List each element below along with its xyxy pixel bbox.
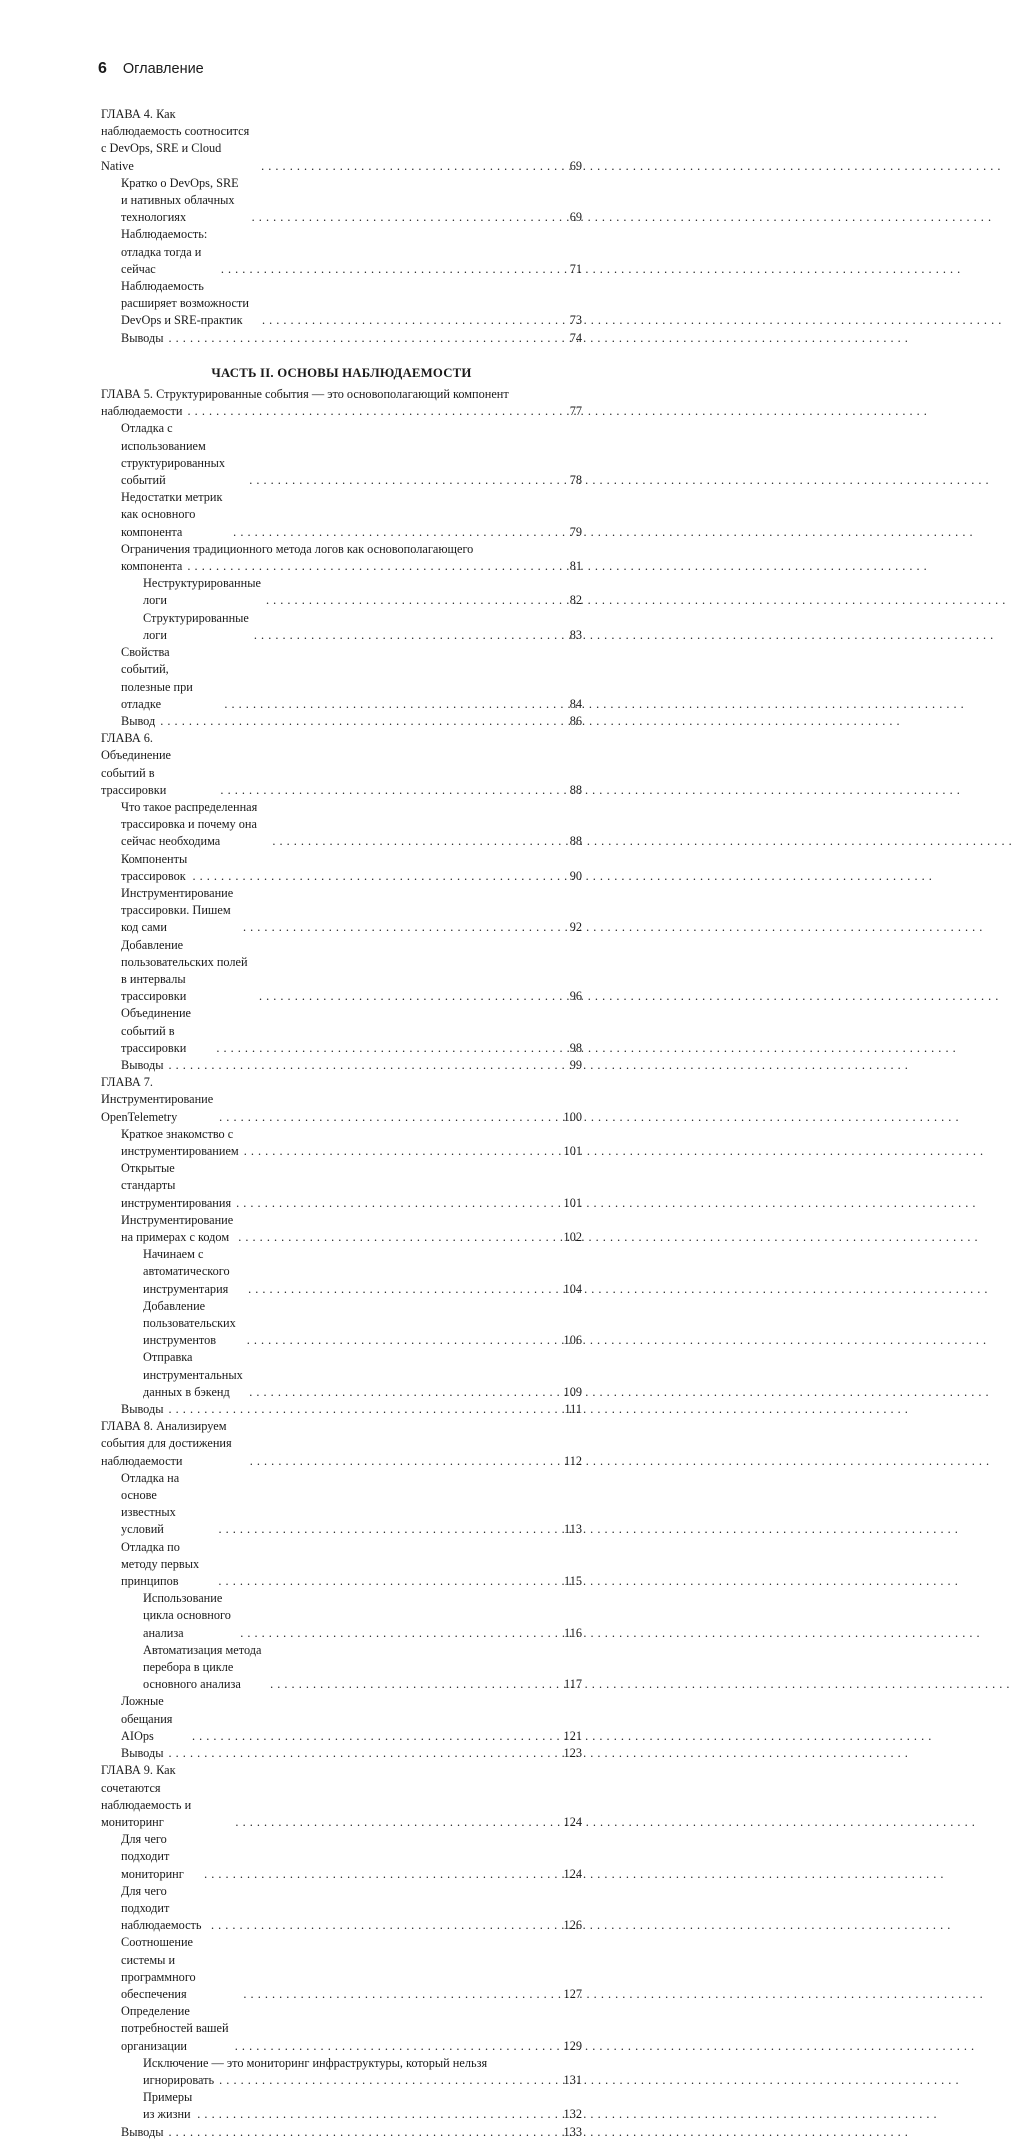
toc-subsection-entry [101,1298,582,1350]
toc-title: Выводы [121,1746,164,1761]
toc-page-number: 88 [569,782,582,797]
toc-row [101,1074,582,1126]
dot-leader [169,1401,560,1418]
toc-page-number: 99 [569,1057,582,1072]
toc-title: Выводы [121,2124,164,2139]
toc-page-number: 71 [569,261,582,276]
toc-subsection-entry [101,2055,582,2089]
toc-row [101,1298,582,1350]
toc-title: Для чего подходит наблюдаемость [121,1883,202,1933]
toc-title: Инструментирование трассировки. Пишем код сами [121,885,234,935]
toc-title: Выводы [121,1057,164,1072]
toc-row [101,885,582,937]
dot-leader [218,1573,559,1590]
toc-page-number: 106 [563,1333,582,1348]
toc-page-number: 109 [563,1384,582,1399]
toc-row [101,2072,582,2089]
toc-page-number: 124 [563,1814,582,1829]
toc-row [101,851,582,885]
toc-section-entry [101,1005,582,1057]
dot-leader [262,312,559,329]
toc-title: Открытые стандарты инструментирования [121,1161,232,1210]
dot-leader [238,1229,558,1246]
toc-section-entry [101,175,582,227]
toc-title: Неструктурированные логи [143,576,261,608]
toc-row [101,1246,582,1298]
toc-row [101,2124,582,2141]
toc-section-entry [101,489,582,541]
toc-section-entry [101,644,582,713]
toc-row [101,644,582,713]
toc-title: Кратко о DevOps, SRE и нативных облачных технологиях [121,175,239,225]
toc-page-number: 129 [563,2038,582,2053]
toc-row [101,575,582,609]
toc-page-number: 123 [563,1746,582,1761]
toc-page-number: 104 [563,1281,582,1296]
toc-title: Недостатки метрик как основного компонента [121,490,223,539]
toc-row [101,278,582,330]
toc-subsection-entry [101,575,582,609]
toc-row [101,1934,582,2003]
toc-chapter-entry [101,1074,582,1126]
toc-page-number: 74 [569,330,582,345]
toc-group-part1 [101,106,582,347]
toc-page-number: 79 [569,524,582,539]
dot-leader [272,833,559,850]
toc-row [101,226,582,278]
dot-leader [192,868,559,885]
toc-section-entry [101,1126,582,1160]
toc-subsection-entry [101,1590,582,1642]
toc-page-number: 131 [563,2072,582,2087]
toc-title: Наблюдаемость: отладка тогда и сейчас [121,227,208,276]
toc-title: Добавление пользовательских полей в интервалы трассировки [121,937,248,1004]
dot-leader [252,209,559,226]
toc-row [101,799,582,851]
toc-title: Выводы [121,330,164,345]
toc-row [101,1745,582,1762]
toc-row [101,1590,582,1642]
toc-title: Начинаем с автоматического инструментария [143,1247,230,1296]
toc-row [101,1057,582,1074]
toc-title: Определение потребностей вашей организации [121,2004,229,2053]
toc-page-number: 73 [569,313,582,328]
toc-row [101,610,582,644]
toc-title: ГЛАВА 4. Как наблюдаемость соотносится с DevOps, SRE и Cloud Native [101,107,250,173]
toc-row [101,1126,582,1160]
toc-section-entry [101,1160,582,1212]
toc-page-number: 101 [563,1195,582,1210]
toc-page-number: 92 [569,920,582,935]
toc-title: Свойства событий, полезные при отладке [121,645,193,711]
toc-chapter-entry [101,386,582,420]
toc-row [101,175,582,227]
toc-chapter-entry [101,106,582,175]
dot-leader [160,713,559,730]
toc-row [101,1762,582,1831]
toc-page-number: 116 [564,1625,582,1640]
dot-leader [220,782,559,799]
toc-page-number: 69 [569,210,582,225]
toc-title: Соотношение системы и программного обеспечения [121,1935,196,2001]
toc-section-entry [101,713,582,730]
dot-leader [188,403,559,420]
toc-title: Отладка по методу первых принципов [121,1539,200,1589]
dot-leader [244,1143,559,1160]
toc-title: Примеры из жизни [143,2090,193,2122]
toc-title: ГЛАВА 6. Объединение событий в трассировки [101,731,171,797]
toc-row [101,1693,582,1745]
dot-leader [224,696,559,713]
toc-row [101,1418,582,1470]
toc-subsection-entry [101,1642,582,1694]
toc-row [101,2003,582,2055]
toc-page-number: 81 [569,559,582,574]
dot-leader [236,1195,558,1212]
dot-leader [240,1625,559,1642]
dot-leader [266,592,559,609]
toc-row [101,403,582,420]
toc-row [101,1401,582,1418]
toc-section-entry [101,1539,582,1591]
toc-section-entry [101,1401,582,1418]
dot-leader [219,2072,558,2089]
toc-title: Вывод [121,713,156,728]
dot-leader [250,1453,559,1470]
toc-group-part2 [101,386,582,2141]
dot-leader [235,1814,558,1831]
toc-row [101,1349,582,1401]
toc-page-number: 127 [563,1986,582,2001]
toc-section-entry [101,226,582,278]
toc-row [101,330,582,347]
toc-page-number: 100 [563,1109,582,1124]
toc-title: Объединение событий в трассировки [121,1006,191,1055]
toc-page-number: 101 [563,1143,582,1158]
toc-subsection-entry [101,2089,582,2123]
toc-row [101,1212,582,1246]
toc-page-number: 115 [564,1574,582,1589]
toc-page-number: 132 [563,2107,582,2122]
page-number: 6 [98,60,107,77]
toc-title: ГЛАВА 8. Анализируем события для достижения наблюдаемости [101,1419,232,1468]
toc-page-number: 86 [569,713,582,728]
toc-section-entry [101,541,582,575]
dot-leader [187,558,559,575]
toc-title: Автоматизация метода перебора в цикле основного анализа [143,1642,262,1692]
toc-row [101,937,582,1006]
dot-leader [247,1332,559,1349]
dot-leader [248,1281,558,1298]
toc-title: Что такое распределенная трассировка и почему она сейчас необходима [121,799,258,849]
dot-leader [204,1866,558,1883]
toc-title: Наблюдаемость расширяет возможности DevOps и SRE-практик [121,279,249,328]
toc-row [101,1470,582,1539]
toc-subsection-entry [101,1349,582,1401]
page-header [98,60,204,78]
dot-leader [254,627,559,644]
toc-section-entry [101,1470,582,1539]
toc-section-entry [101,2003,582,2055]
toc-section-entry [101,1212,582,1246]
dot-leader [218,1521,559,1538]
dot-leader [235,2038,559,2055]
toc-page-number: 88 [569,834,582,849]
toc-title: Использование цикла основного анализа [143,1591,231,1640]
toc-page-number: 78 [569,473,582,488]
toc-page-number: 124 [563,1866,582,1881]
toc-subsection-entry [101,1246,582,1298]
toc-page-number: 84 [569,696,582,711]
toc-title: Краткое знакомство с инструментированием [121,1126,239,1158]
toc-section-entry [101,1934,582,2003]
toc-page-number: 133 [563,2124,582,2139]
running-head: Оглавление [122,61,204,77]
toc-page-number: 69 [569,158,582,173]
toc-title: Выводы [121,1402,164,1417]
toc-title: Отладка с использованием структурированных событий [121,421,225,488]
toc-title-first-line: Ограничения традиционного метода логов как основополагающего [121,541,474,556]
toc-title: ГЛАВА 9. Как сочетаются наблюдаемость и мониторинг [101,1763,192,1829]
toc-title-first-line: Исключение — это мониторинг инфраструктуры, который нельзя [143,2055,488,2070]
toc-row [101,558,582,575]
part-title: ЧАСТЬ II. ОСНОВЫ НАБЛЮДАЕМОСТИ [211,365,472,380]
dot-leader [221,261,559,278]
toc-section-entry [101,2124,582,2141]
toc-section-entry [101,851,582,885]
toc-row [101,420,582,489]
toc-title: Инструментирование на примерах с кодом [121,1212,234,1244]
toc-chapter-entry [101,1418,582,1470]
dot-leader [216,1040,559,1057]
dot-leader [259,988,559,1005]
dot-leader [249,1384,558,1401]
dot-leader [219,1109,558,1126]
toc-gap [101,347,582,365]
toc-row [101,2089,582,2123]
toc-title: Структурированные логи [143,610,249,642]
toc-page-number: 117 [564,1677,582,1692]
dot-leader [243,919,559,936]
toc-title: игнорировать [143,2072,215,2087]
toc-section-entry [101,1831,582,1883]
dot-leader [249,472,559,489]
toc-section-entry [101,799,582,851]
dot-leader [270,1676,559,1693]
toc-subsection-entry [101,610,582,644]
dot-leader [169,1057,560,1074]
toc-page-number: 111 [564,1402,582,1417]
toc-section-entry [101,1745,582,1762]
dot-leader [261,158,559,175]
toc-title: Отладка на основе известных условий [121,1470,180,1537]
toc-row [101,1005,582,1057]
toc-section-entry [101,937,582,1006]
toc-page-number: 126 [563,1918,582,1933]
toc-chapter-entry [101,730,582,799]
toc-title: Для чего подходит мониторинг [121,1832,184,1881]
dot-leader [197,2106,558,2123]
toc-row [101,1831,582,1883]
toc-chapter-entry [101,1762,582,1831]
toc-row [101,713,582,730]
toc-page-number: 77 [569,404,582,419]
toc-row [101,730,582,799]
toc-section-entry [101,1057,582,1074]
toc-title: Отправка инструментальных данных в бэкенд [143,1350,243,1399]
dot-leader [211,1917,559,1934]
dot-leader [169,2124,559,2141]
toc-page-number: 113 [564,1522,582,1537]
dot-leader [192,1728,559,1745]
toc-page-number: 90 [569,868,582,883]
toc-row [101,106,582,175]
toc-page-number: 121 [563,1728,582,1743]
toc-title: Компоненты трассировок [121,851,188,883]
toc-section-entry [101,1883,582,1935]
toc-row [101,489,582,541]
toc-title: ГЛАВА 7. Инструментирование OpenTelemetry [101,1075,214,1124]
toc-section-entry [101,330,582,347]
table-of-contents [101,106,582,2141]
toc-title: компонента [121,559,183,574]
toc-page-number: 96 [569,989,582,1004]
toc-section-entry [101,1693,582,1745]
toc-page-number: 82 [569,593,582,608]
toc-section-entry [101,885,582,937]
toc-row [101,1642,582,1694]
toc-section-entry [101,278,582,330]
dot-leader [243,1986,558,2003]
toc-row [101,1160,582,1212]
toc-row [101,1883,582,1935]
toc-title: Ложные обещания AIOps [121,1694,173,1743]
toc-page-number: 83 [569,627,582,642]
toc-row [101,1539,582,1591]
toc-title-first-line: ГЛАВА 5. Структурированные события — это основополагающий компонент [101,387,509,402]
dot-leader [169,1745,559,1762]
dot-leader [233,524,559,541]
toc-section-entry [101,420,582,489]
toc-page-number: 102 [563,1230,582,1244]
toc-title: Добавление пользовательских инструментов [143,1298,236,1348]
toc-page-number: 98 [569,1040,582,1055]
dot-leader [169,330,560,347]
toc-title: наблюдаемости [101,404,183,419]
toc-page-number: 112 [564,1453,582,1468]
